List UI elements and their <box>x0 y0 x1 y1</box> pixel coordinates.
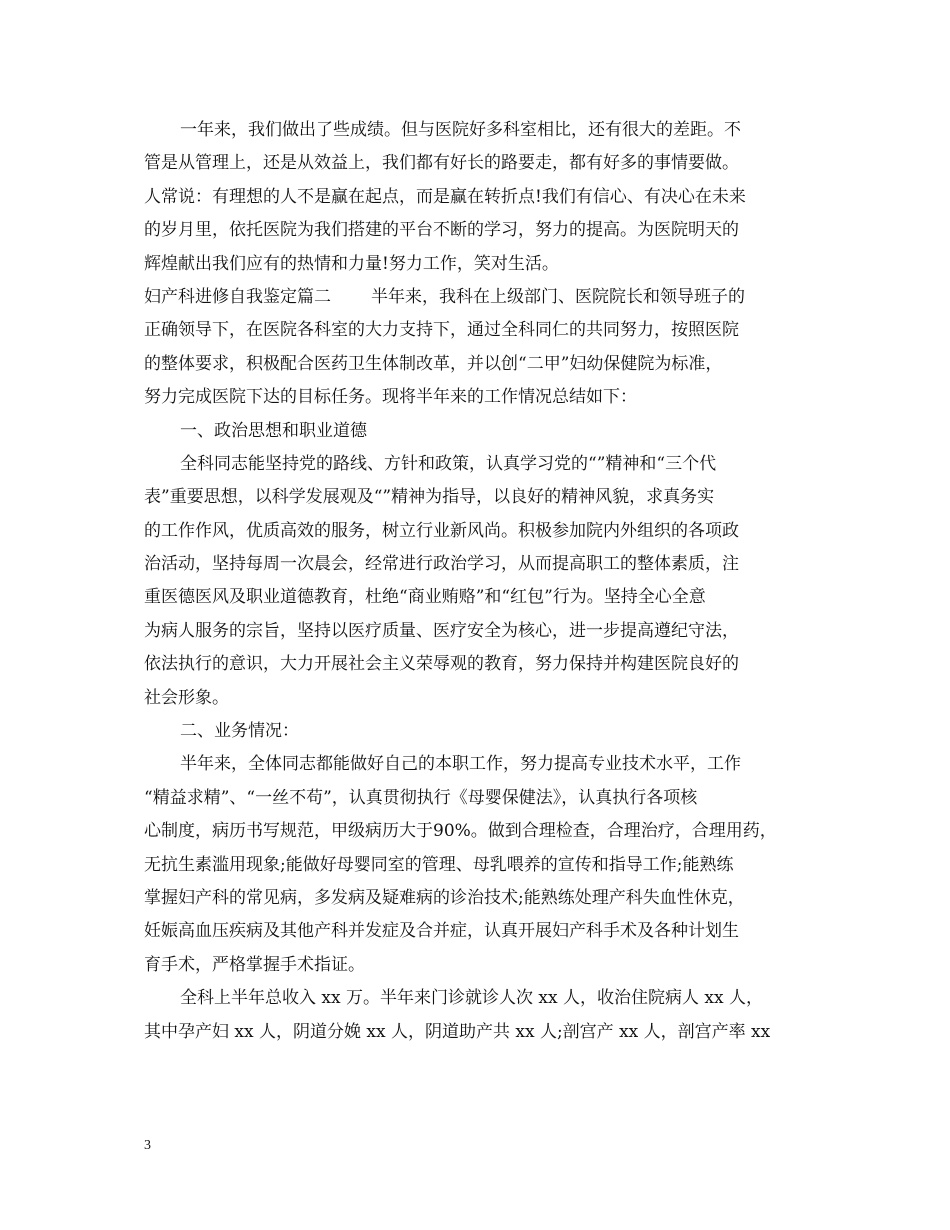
text-line: 全科上半年总收入 xx 万。半年来门诊就诊人次 xx 人，收治住院病人 xx 人， <box>180 988 763 1009</box>
text-line: 社会形象。 <box>144 687 229 708</box>
section-heading-line <box>144 281 816 314</box>
text-line: 育手术，严格掌握手术指证。 <box>144 954 365 975</box>
text-line: 正确领导下，在医院各科室的大力支持下，通过全科同仁的共同努力，按照医院 <box>144 320 739 341</box>
text-line: 治活动，坚持每周一次晨会，经常进行政治学习，从而提高职工的整体素质，注 <box>144 554 739 575</box>
text-line: 的整体要求，积极配合医药卫生体制改革，并以创“二甲”妇幼保健院为标准， <box>144 353 723 374</box>
page-number: 3 <box>144 1138 151 1153</box>
text-line: 其中孕产妇 xx 人，阴道分娩 xx 人，阴道助产共 xx 人;剖宫产 xx 人，剖宫产率 xx <box>144 1021 771 1042</box>
text-line: 依法执行的意识，大力开展社会主义荣辱观的教育，努力保持并构建医院良好的 <box>144 654 739 675</box>
document-body <box>144 114 816 1049</box>
text-line: 努力完成医院下达的目标任务。现将半年来的工作情况总结如下： <box>144 387 637 408</box>
section-title: 妇产科进修自我鉴定篇二 <box>144 286 331 307</box>
section-first-line: 半年来，我科在上级部门、医院院长和领导班子的 <box>371 286 745 307</box>
subheading: 二、业务情况： <box>180 721 299 742</box>
text-line: 的工作作风，优质高效的服务，树立行业新风尚。积极参加院内外组织的各项政 <box>144 520 739 541</box>
text-line: 一年来，我们做出了些成绩。但与医院好多科室相比，还有很大的差距。不 <box>180 120 741 140</box>
text-line: 的岁月里，依托医院为我们搭建的平台不断的学习，努力的提高。为医院明天的 <box>144 220 739 241</box>
text-line: 心制度，病历书写规范，甲级病历大于90%。做到合理检查，合理治疗，合理用药， <box>144 821 777 842</box>
text-line: 半年来，全体同志都能做好自己的本职工作，努力提高专业技术水平，工作 <box>180 754 741 775</box>
text-line: 全科同志能坚持党的路线、方针和政策，认真学习党的“”精神和“三个代 <box>180 453 717 474</box>
text-line: “精益求精”、“一丝不苟”，认真贯彻执行《母婴保健法》，认真执行各项核 <box>144 787 698 808</box>
text-line: 掌握妇产科的常见病，多发病及疑难病的诊治技术;能熟练处理产科失血性休克， <box>144 887 745 908</box>
text-line: 无抗生素滥用现象;能做好母婴同室的管理、母乳喂养的宣传和指导工作;能熟练 <box>144 854 734 875</box>
text-line: 妊娠高血压疾病及其他产科并发症及合并症，认真开展妇产科手术及各种计划生 <box>144 921 739 942</box>
text-line: 管是从管理上，还是从效益上，我们都有好长的路要走，都有好多的事情要做。 <box>144 153 739 174</box>
subheading: 一、政治思想和职业道德 <box>180 420 367 441</box>
text-line: 表”重要思想，以科学发展观及“”精神为指导，以良好的精神风貌，求真务实 <box>144 487 715 508</box>
text-line: 重医德医风及职业道德教育，杜绝“商业贿赂”和“红包”行为。坚持全心全意 <box>144 587 706 608</box>
text-line: 人常说：有理想的人不是赢在起点，而是赢在转折点!我们有信心、有决心在未来 <box>144 186 746 207</box>
text-line: 辉煌献出我们应有的热情和力量!努力工作，笑对生活。 <box>144 253 559 274</box>
text-line: 为病人服务的宗旨，坚持以医疗质量、医疗安全为核心，进一步提高遵纪守法， <box>144 620 739 641</box>
